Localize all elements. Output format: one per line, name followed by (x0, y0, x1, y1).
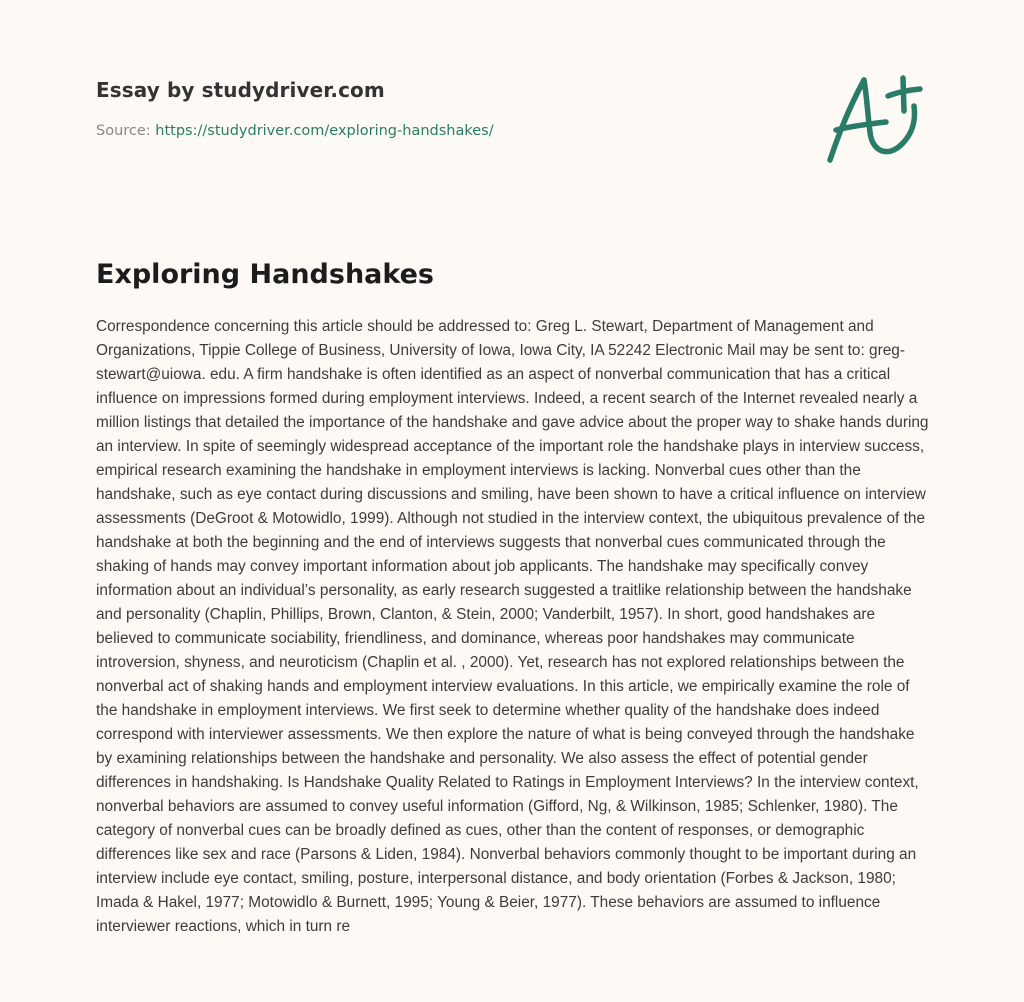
source-label: Source: (96, 123, 156, 139)
source-line (96, 121, 796, 141)
source-link[interactable]: https://studydriver.com/exploring-handshakes/ (155, 123, 494, 139)
site-title: Essay by studydriver.com (96, 78, 385, 102)
essay-header (96, 76, 796, 141)
article-body: Correspondence concerning this article should be addressed to: Greg L. Stewart, Department of Management and Organizations, Tippie College of Business, University of Iowa, Iowa City, IA 52242 Electronic Mail may be sent to: greg-stewart@uiowa. edu. A firm handshake is often identified as an aspect of nonverbal communication that has a critical influence on impressions formed during employment interviews. Indeed, a recent search of the Internet revealed nearly a million listings that detailed the importance of the handshake and gave advice about the proper way to shake hands during an interview. In spite of seemingly widespread acceptance of the important role the handshake plays in interview success, empirical research examining the handshake in employment interviews is lacking. Nonverbal cues other than the handshake, such as eye contact during discussions and smiling, have been shown to have a critical influence on interview assessments (DeGroot & Motowidlo, 1999). Although not studied in the interview context, the ubiquitous prevalence of the handshake at both the beginning and the end of interviews suggests that nonverbal cues communicated through the shaking of hands may convey important information about job applicants. The handshake may specifically convey information about an individual’s personality, as early research suggested a traitlike relationship between the handshake and personality (Chaplin, Phillips, Brown, Clanton, & Stein, 2000; Vanderbilt, 1957). In short, good handshakes are believed to communicate sociability, friendliness, and dominance, whereas poor handshakes may communicate introversion, shyness, and neuroticism (Chaplin et al. , 2000). Yet, research has not explored relationships between the nonverbal act of shaking hands and employment interview evaluations. In this article, we empirically examine the role of the handshake in employment interviews. We first seek to determine whether quality of the handshake does indeed correspond with interviewer assessments. We then explore the nature of what is being conveyed through the handshake by examining relationships between the handshake and personality. We also assess the effect of potential gender differences in handshaking. Is Handshake Quality Related to Ratings in Employment Interviews? In the interview context, nonverbal behaviors are assumed to convey useful information (Gifford, Ng, & Wilkinson, 1985; Schlenker, 1980). The category of nonverbal cues can be broadly defined as cues, other than the content of responses, or demographic differences like sex and race (Parsons & Liden, 1984). Nonverbal behaviors commonly thought to be important during an interview include eye contact, smiling, posture, interpersonal distance, and body orientation (Forbes & Jackson, 1980; Imada & Hakel, 1977; Motowidlo & Burnett, 1995; Young & Beier, 1977). These behaviors are assumed to influence interviewer reactions, which in turn re (96, 318, 929, 935)
page-title: Exploring Handshakes (96, 259, 435, 290)
a-plus-grade-icon (822, 68, 932, 168)
